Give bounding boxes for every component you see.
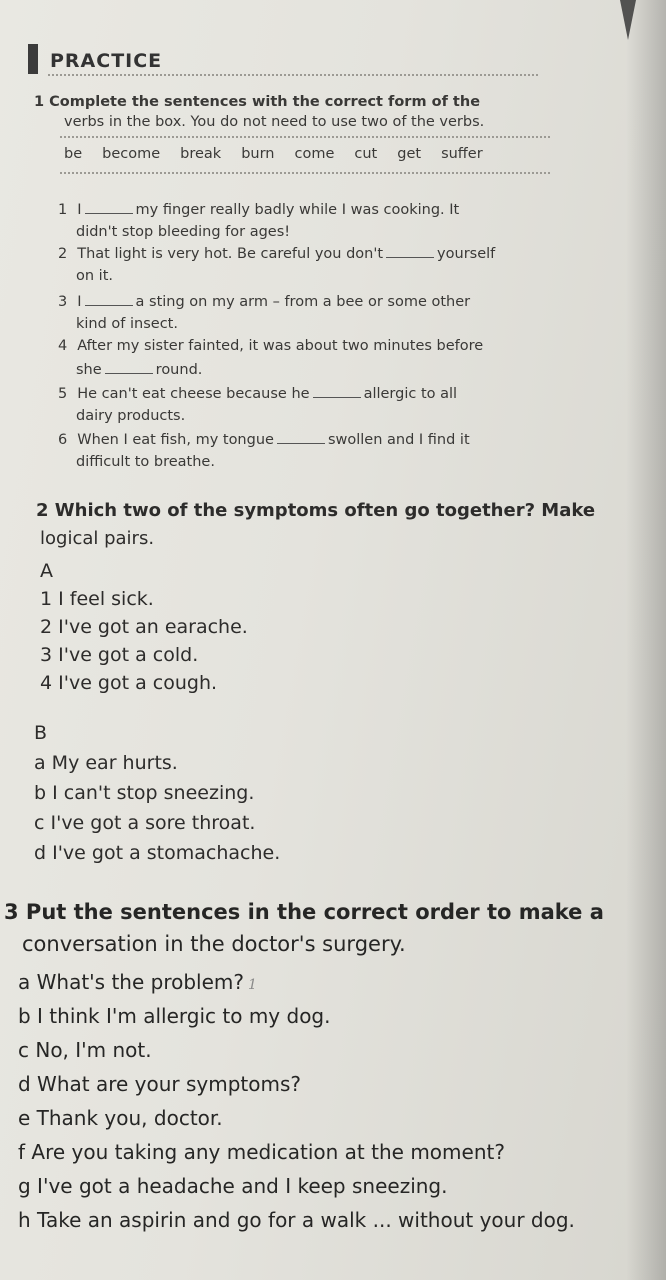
sentence-text: I <box>77 294 82 310</box>
answer-blank[interactable] <box>105 373 153 374</box>
conversation-text: c No, I'm not. <box>18 1038 152 1062</box>
item-number: 1 <box>58 202 68 218</box>
sentence-text: swollen and I find it <box>327 432 470 448</box>
conversation-text: h Take an aspirin and go for a walk ... without your dog. <box>18 1208 575 1232</box>
conversation-text: e Thank you, doctor. <box>18 1106 223 1130</box>
ex3-instruction-line1: 3 Put the sentences in the correct order to make a <box>4 900 604 924</box>
conversation-text: f Are you taking any medication at the moment? <box>18 1140 505 1164</box>
sentence-text: a sting on my arm – from a bee or some other <box>135 294 471 310</box>
list-item: 3 I've got a cold. <box>40 644 199 666</box>
verb-word: come <box>294 146 335 162</box>
list-item: 2 I've got an earache. <box>40 616 248 638</box>
verb-box-top <box>60 136 550 138</box>
list-item: d I've got a stomachache. <box>34 842 281 864</box>
item-number: 4 <box>58 338 68 354</box>
item-number: 6 <box>58 432 68 448</box>
verb-word: break <box>180 146 222 162</box>
sentence-text: didn't stop bleeding for ages! <box>76 224 291 240</box>
sentence-text: difficult to breathe. <box>76 454 215 470</box>
list-a-label: A <box>40 560 53 582</box>
ex2-instruction-line2: logical pairs. <box>40 528 155 549</box>
sentence-text: After my sister fainted, it was about two minutes before <box>77 338 484 354</box>
list-item: b I can't stop sneezing. <box>34 782 255 804</box>
sentence-line <box>58 246 495 262</box>
sentence-text: I <box>77 202 82 218</box>
list-b-label: B <box>34 722 48 744</box>
verb-box <box>64 146 503 162</box>
order-answer: 1 <box>248 977 257 993</box>
ex2-instruction-line1: 2 Which two of the symptoms often go together? Make <box>36 500 596 521</box>
sentence-text: she <box>76 362 102 378</box>
sentence-text: on it. <box>76 268 113 284</box>
item-number: 3 <box>58 294 68 310</box>
verb-word: become <box>102 146 161 162</box>
verb-word: cut <box>354 146 378 162</box>
answer-blank[interactable] <box>85 213 133 214</box>
conversation-line <box>18 1038 152 1062</box>
sentence-text: When I eat fish, my tongue <box>77 432 274 448</box>
sentence-line <box>58 386 457 402</box>
page-corner-mark <box>620 0 636 40</box>
sentence-line <box>58 202 459 218</box>
conversation-text: d What are your symptoms? <box>18 1072 302 1096</box>
sentence-line <box>76 362 202 378</box>
list-item: 4 I've got a cough. <box>40 672 218 694</box>
heading-marker <box>28 44 38 74</box>
sentence-line <box>76 316 178 332</box>
item-number: 5 <box>58 386 68 402</box>
sentence-text: kind of insect. <box>76 316 178 332</box>
list-item: a My ear hurts. <box>34 752 178 774</box>
sentence-text: allergic to all <box>363 386 458 402</box>
section-title: PRACTICE <box>50 50 163 72</box>
conversation-line <box>18 1174 447 1198</box>
conversation-text: a What's the problem? <box>18 970 244 994</box>
verb-word: burn <box>241 146 275 162</box>
list-item: c I've got a sore throat. <box>34 812 256 834</box>
sentence-line <box>76 224 290 240</box>
verb-box-bottom <box>60 172 550 174</box>
page-edge-shadow <box>626 0 666 1280</box>
sentence-text: dairy products. <box>76 408 186 424</box>
conversation-line <box>18 1140 505 1164</box>
conversation-text: b I think I'm allergic to my dog. <box>18 1004 331 1028</box>
sentence-line <box>76 268 113 284</box>
sentence-line <box>58 294 470 310</box>
sentence-text: yourself <box>437 246 496 262</box>
verb-word: be <box>64 146 83 162</box>
verb-word: suffer <box>441 146 483 162</box>
conversation-line <box>18 1208 575 1232</box>
conversation-line <box>18 970 257 994</box>
list-item: 1 I feel sick. <box>40 588 154 610</box>
sentence-line <box>76 408 185 424</box>
conversation-line <box>18 1106 223 1130</box>
sentence-text: round. <box>155 362 203 378</box>
conversation-text: g I've got a headache and I keep sneezing. <box>18 1174 448 1198</box>
sentence-text: He can't eat cheese because he <box>77 386 310 402</box>
conversation-line <box>18 1072 301 1096</box>
ex1-instruction-line1: 1 Complete the sentences with the correct form of the <box>34 94 481 110</box>
conversation-line <box>18 1004 330 1028</box>
ex3-instruction-line2: conversation in the doctor's surgery. <box>22 932 406 956</box>
answer-blank[interactable] <box>277 443 325 444</box>
divider <box>48 74 538 76</box>
sentence-line <box>58 338 483 354</box>
sentence-text: That light is very hot. Be careful you don't <box>77 246 384 262</box>
item-number: 2 <box>58 246 68 262</box>
verb-word: get <box>397 146 422 162</box>
sentence-text: my finger really badly while I was cooking. It <box>135 202 460 218</box>
sentence-line <box>76 454 215 470</box>
answer-blank[interactable] <box>386 257 434 258</box>
ex1-instruction-line2: verbs in the box. You do not need to use two of the verbs. <box>64 114 485 130</box>
answer-blank[interactable] <box>85 305 133 306</box>
sentence-line <box>58 432 470 448</box>
answer-blank[interactable] <box>313 397 361 398</box>
